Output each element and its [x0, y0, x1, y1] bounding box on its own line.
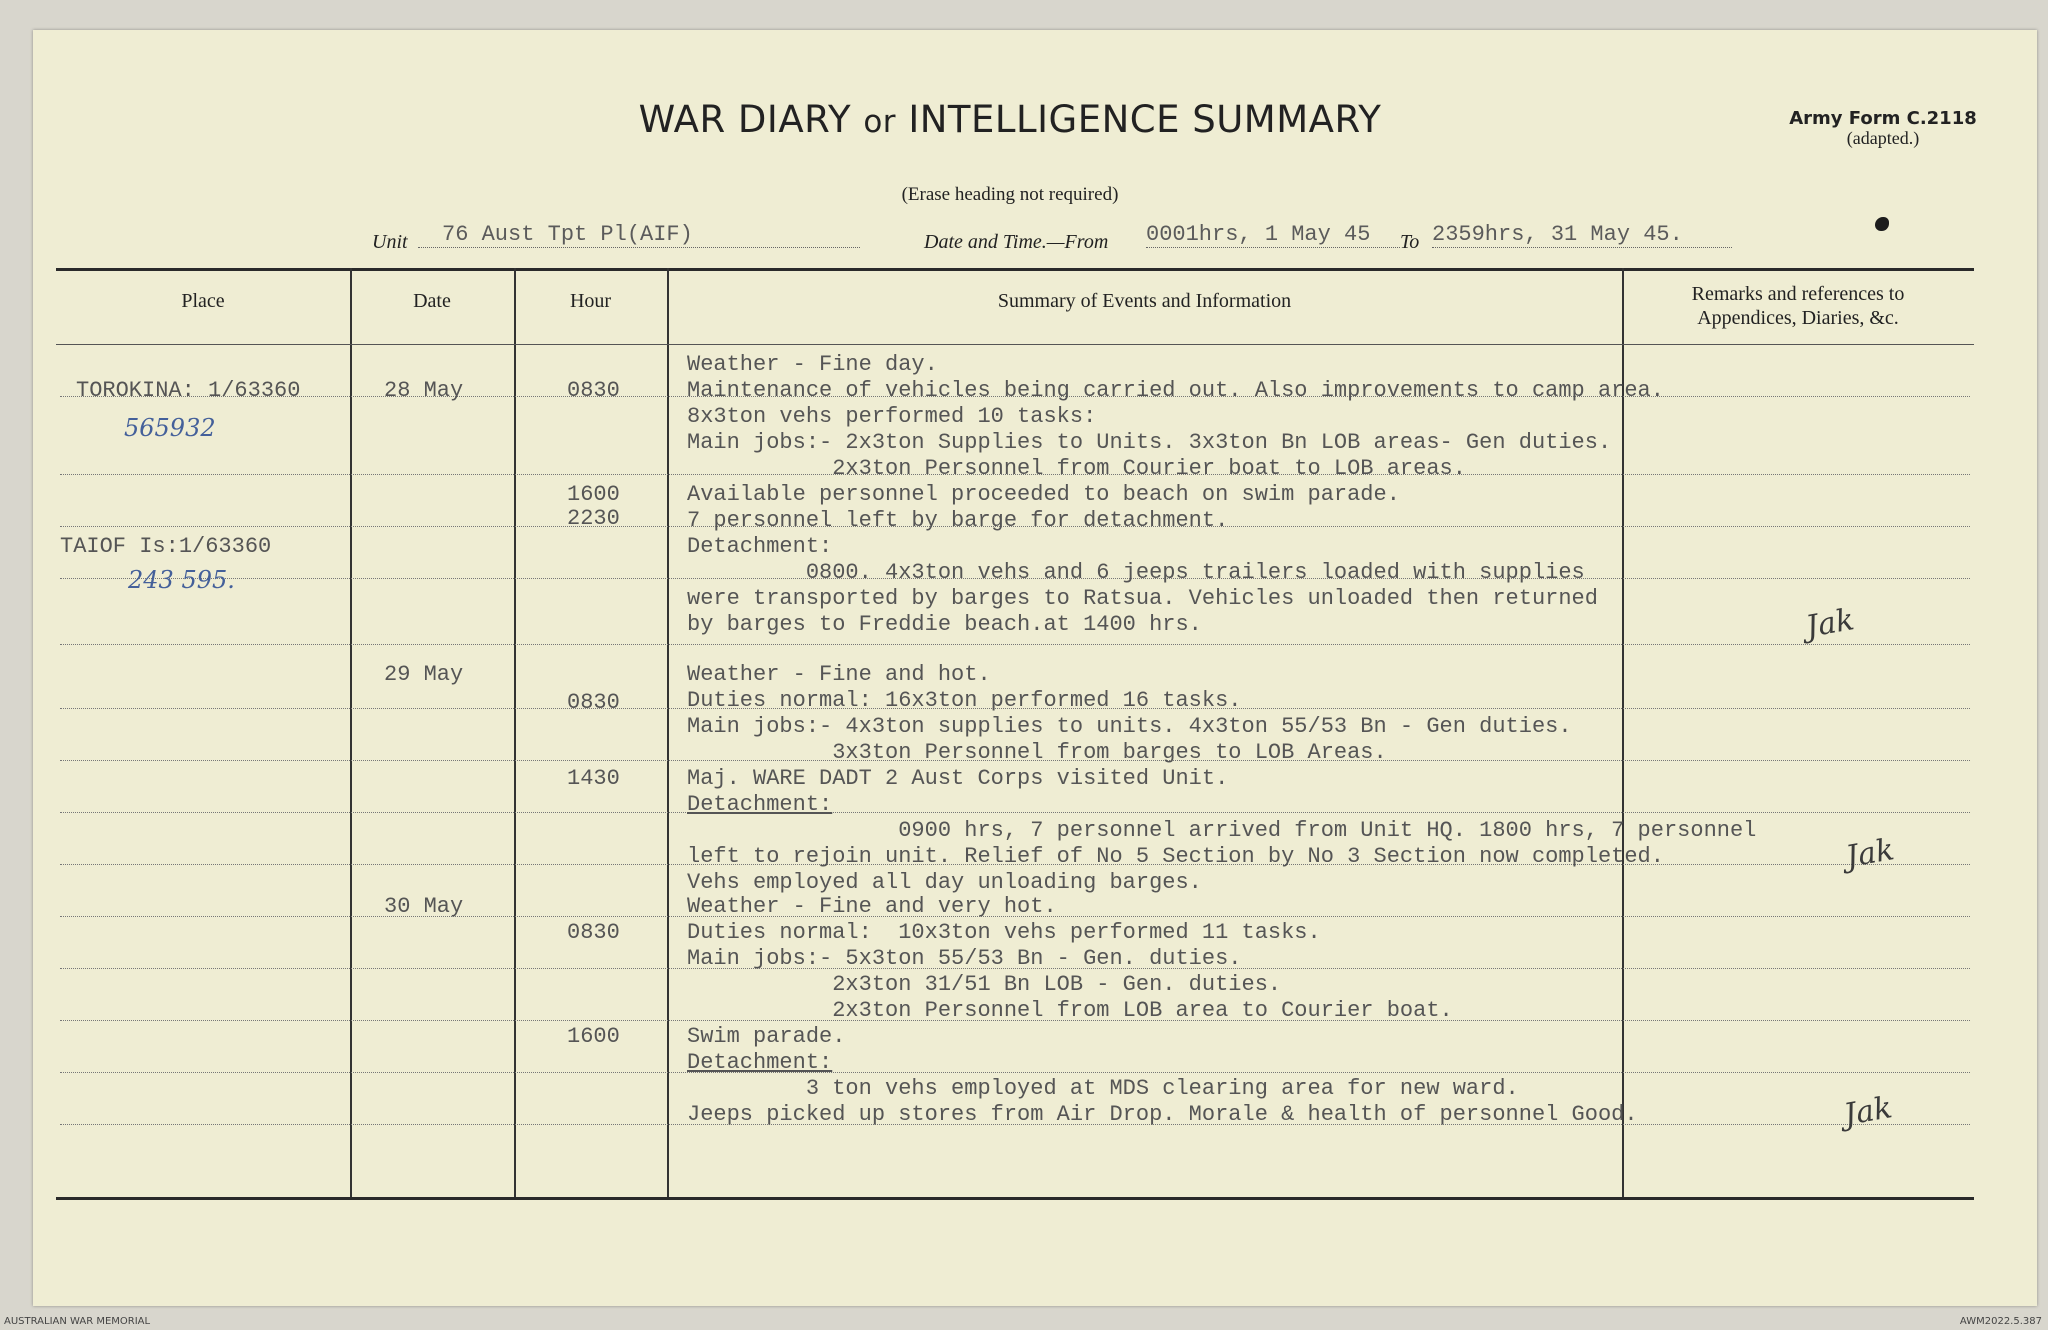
place-torokina: TOROKINA: 1/63360 [76, 378, 301, 403]
unit-value: 76 Aust Tpt Pl(AIF) [418, 222, 860, 248]
initials-signature: Jak [1843, 832, 1897, 875]
title-war-diary: WAR DIARY [638, 98, 852, 141]
summary-line: Detachment: [687, 792, 833, 817]
summary-line: 3 ton vehs employed at MDS clearing area for new ward. [687, 1076, 1519, 1101]
form-title [580, 98, 1440, 141]
remarks-header-line2: Appendices, Diaries, &c. [1697, 307, 1899, 329]
summary-line: Weather - Fine and hot. [687, 662, 991, 687]
column-divider [1622, 268, 1624, 1197]
army-form-number: Army Form C.2118 [1789, 108, 1977, 129]
date-to-value: 2359hrs, 31 May 45. [1432, 222, 1732, 248]
unit-label: Unit [372, 231, 408, 253]
remarks-header-line1: Remarks and references to [1691, 283, 1905, 305]
summary-line: Vehs employed all day unloading barges. [687, 870, 1202, 895]
column-header-place: Place [181, 290, 225, 312]
place-torokina-grid-ref: 565932 [124, 414, 216, 442]
hour-entry: 0830 [567, 378, 620, 403]
summary-line: Weather - Fine day. [687, 352, 938, 377]
column-header-summary: Summary of Events and Information [997, 290, 1292, 312]
army-form-adapted: (adapted.) [1846, 127, 1920, 148]
summary-line: Detachment: [687, 1050, 833, 1075]
summary-line: 7 personnel left by barge for detachment. [687, 508, 1229, 533]
date-entry: 30 May [384, 894, 464, 919]
summary-line: Duties normal: 10x3ton vehs performed 11 tasks. [687, 920, 1321, 945]
date-from-value: 0001hrs, 1 May 45 [1146, 222, 1400, 248]
place-taiof: TAIOF Is:1/63360 [60, 534, 272, 559]
form-subtitle: (Erase heading not required) [901, 184, 1119, 205]
summary-line: Detachment: [687, 534, 833, 559]
summary-line: 8x3ton vehs performed 10 tasks: [687, 404, 1097, 429]
place-taiof-grid-ref: 243 595. [128, 566, 235, 594]
column-header-hour: Hour [569, 290, 612, 312]
hour-entry: 1430 [567, 766, 620, 791]
hour-entry: 0830 [567, 690, 620, 715]
summary-line: 2x3ton 31/51 Bn LOB - Gen. duties. [687, 972, 1282, 997]
ruling-line [60, 812, 1970, 813]
summary-line: Maj. WARE DADT 2 Aust Corps visited Unit. [687, 766, 1229, 791]
title-or: or [863, 104, 897, 140]
date-time-label: Date and Time.—From [924, 231, 1109, 253]
summary-line: by barges to Freddie beach.at 1400 hrs. [687, 612, 1202, 637]
summary-line: Duties normal: 16x3ton performed 16 tasks. [687, 688, 1242, 713]
summary-line: Maintenance of vehicles being carried out. Also improvements to camp area. [687, 378, 1664, 403]
header-divider [56, 344, 1974, 345]
summary-line: Main jobs:- 2x3ton Supplies to Units. 3x3ton Bn LOB areas- Gen duties. [687, 430, 1612, 455]
summary-line: 2x3ton Personnel from Courier boat to LOB areas. [687, 456, 1466, 481]
hour-entry: 0830 [567, 920, 620, 945]
summary-line: Main jobs:- 5x3ton 55/53 Bn - Gen. duties. [687, 946, 1242, 971]
summary-line: left to rejoin unit. Relief of No 5 Section by No 3 Section now completed. [687, 844, 1664, 869]
column-header-remarks [1622, 282, 1974, 330]
footer-institution: AUSTRALIAN WAR MEMORIAL [4, 1316, 151, 1327]
summary-line: Weather - Fine and very hot. [687, 894, 1057, 919]
title-intelligence-summary: INTELLIGENCE SUMMARY [908, 98, 1382, 141]
summary-line: Available personnel proceeded to beach on swim parade. [687, 482, 1400, 507]
column-divider [350, 268, 352, 1197]
summary-line: Main jobs:- 4x3ton supplies to units. 4x3ton 55/53 Bn - Gen duties. [687, 714, 1572, 739]
date-to-label: To [1400, 231, 1420, 253]
summary-line: 3x3ton Personnel from barges to LOB Areas. [687, 740, 1387, 765]
hour-entry: 1600 [567, 482, 620, 507]
ruling-line [60, 1072, 1970, 1073]
summary-line: 0900 hrs, 7 personnel arrived from Unit HQ. 1800 hrs, 7 personnel [687, 818, 1757, 843]
column-divider [514, 268, 516, 1197]
hour-entry: 2230 [567, 506, 620, 531]
summary-line: 0800. 4x3ton vehs and 6 jeeps trailers loaded with supplies [687, 560, 1585, 585]
column-header-date: Date [413, 290, 451, 312]
ruling-line [60, 644, 1970, 645]
summary-line: 2x3ton Personnel from LOB area to Courier boat. [687, 998, 1453, 1023]
army-form-label [1773, 110, 1993, 148]
summary-line: were transported by barges to Ratsua. Vehicles unloaded then returned [687, 586, 1598, 611]
column-divider [667, 268, 669, 1197]
date-entry: 29 May [384, 662, 464, 687]
footer-accession-number: AWM2022.5.387 [1959, 1316, 2042, 1327]
hour-entry: 1600 [567, 1024, 620, 1049]
summary-line: Jeeps picked up stores from Air Drop. Morale & health of personnel Good. [687, 1102, 1638, 1127]
initials-signature: Jak [1841, 1090, 1895, 1133]
date-entry: 28 May [384, 378, 464, 403]
initials-signature: Jak [1803, 602, 1857, 645]
summary-line: Swim parade. [687, 1024, 846, 1049]
